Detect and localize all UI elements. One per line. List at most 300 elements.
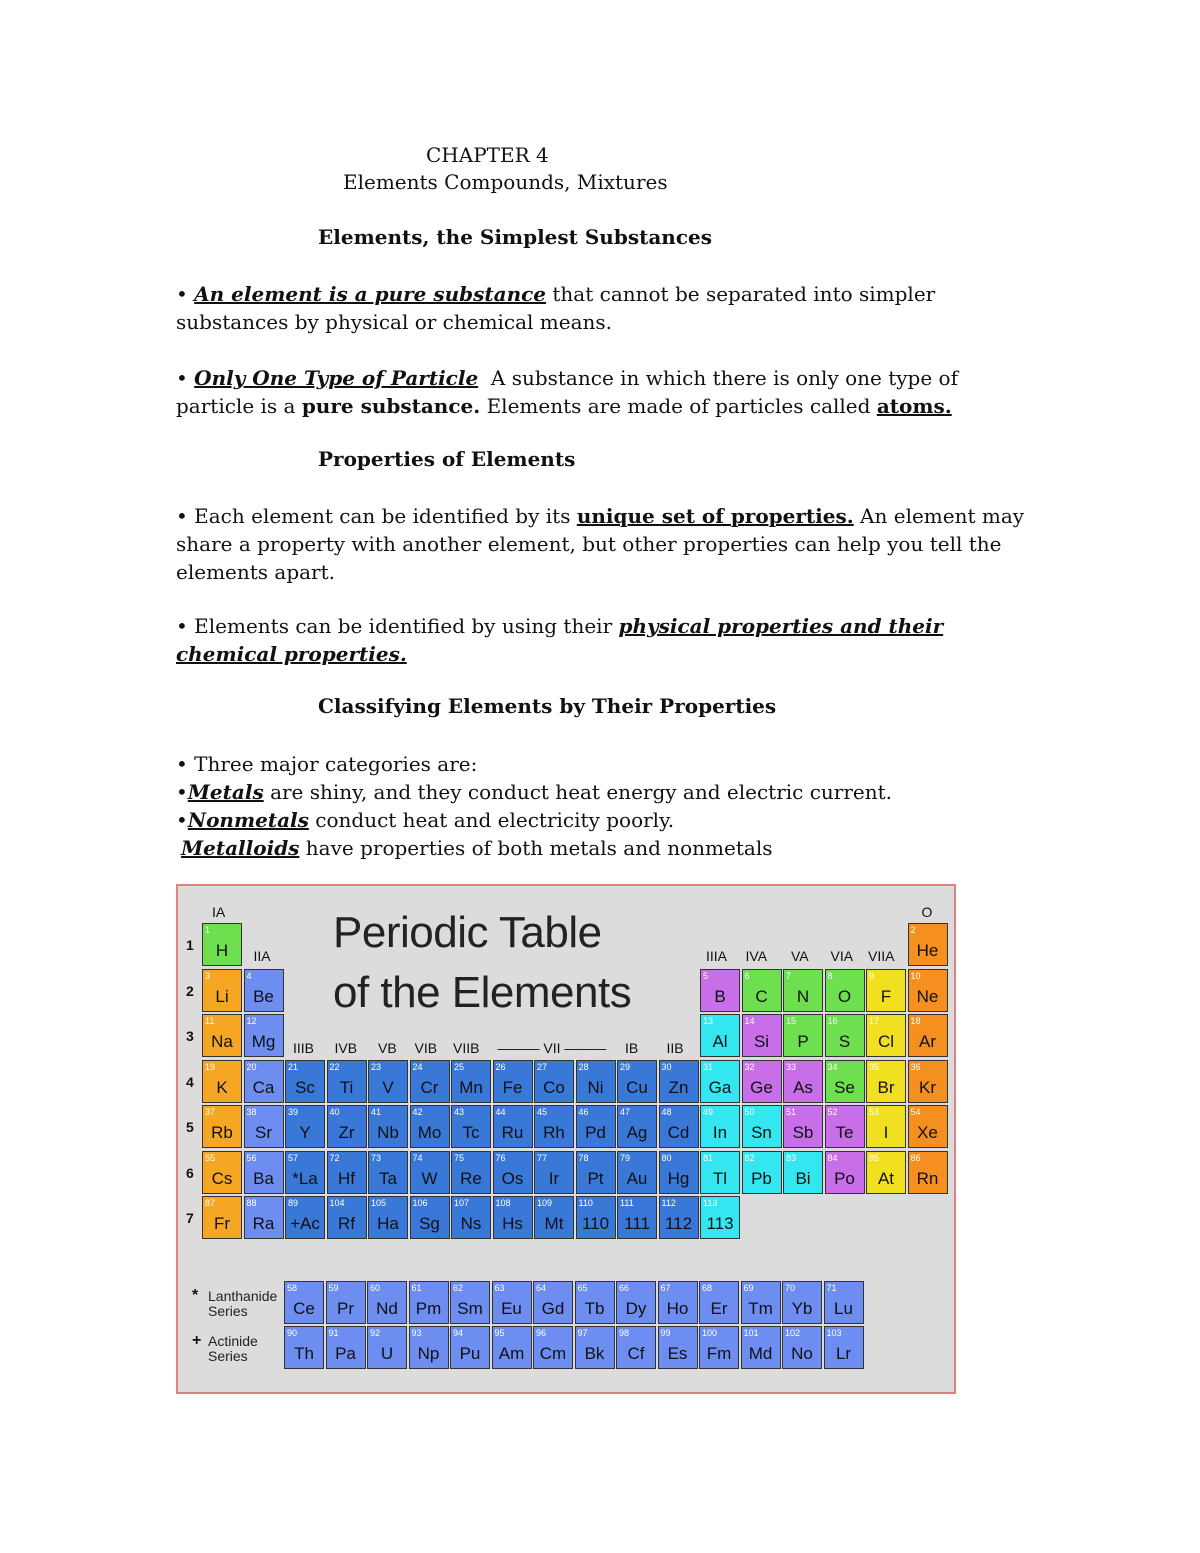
group-label: VIIB: [453, 1040, 480, 1056]
atomic-number: 91: [328, 1328, 339, 1338]
bullet: •: [176, 366, 188, 390]
element-symbol: As: [793, 1077, 813, 1097]
group-label: VA: [791, 948, 809, 964]
atomic-number: 87: [205, 1198, 216, 1208]
atomic-number: 7: [786, 970, 792, 981]
element-cell-ir: [534, 1151, 574, 1194]
element-cell-sc: [285, 1060, 325, 1103]
element-cell-h: [202, 923, 242, 966]
chapter-label: CHAPTER 4: [426, 143, 549, 167]
period-label: 6: [186, 1164, 194, 1181]
actinide-cell-lr: [824, 1326, 864, 1369]
atomic-number: 8: [827, 970, 833, 981]
group-label: O: [921, 904, 933, 920]
element-cell-ge: [742, 1060, 782, 1103]
group-label: IB: [625, 1040, 639, 1056]
atomic-number: 57: [288, 1152, 299, 1163]
atomic-number: 16: [827, 1016, 838, 1026]
element-symbol: Fr: [213, 1214, 231, 1233]
element-symbol: K: [216, 1077, 228, 1097]
atomic-number: 58: [287, 1283, 298, 1293]
paragraph-text: that cannot be separated into simpler substances by physical or chemical means.: [176, 282, 936, 334]
atomic-number: 54: [910, 1107, 921, 1117]
element-symbol: Th: [294, 1344, 314, 1363]
element-cell-au: [617, 1151, 657, 1194]
element-cell-ti: [327, 1060, 367, 1103]
lanthanide-cell-eu: [492, 1281, 532, 1324]
figure-title-line2: of the Elements: [333, 968, 632, 1017]
element-symbol: Mo: [417, 1123, 442, 1142]
atomic-number: 34: [827, 1061, 838, 1072]
atomic-number: 97: [577, 1328, 588, 1338]
emphasis-text: physical properties and their chemical properties.: [176, 614, 944, 666]
atomic-number: 22: [329, 1061, 340, 1072]
element-symbol: H: [215, 941, 229, 960]
atomic-number: 50: [744, 1107, 755, 1117]
element-cell-112: [659, 1196, 699, 1239]
element-symbol: Ar: [919, 1032, 936, 1051]
paragraph-text: Elements can be identified by using their: [187, 614, 619, 638]
atomic-number: 46: [578, 1107, 589, 1117]
element-cell-al: [700, 1014, 740, 1057]
element-cell-sg: [410, 1196, 450, 1239]
atomic-number: 15: [786, 1016, 797, 1026]
element-cell-mt: [534, 1196, 574, 1239]
group-label: IVB: [334, 1040, 358, 1056]
atomic-number: 111: [620, 1198, 634, 1208]
paragraph-element-definition: [176, 280, 1036, 336]
element-symbol: Kr: [919, 1077, 936, 1097]
atomic-number: 41: [371, 1107, 382, 1117]
atomic-number: 27: [537, 1061, 548, 1072]
atomic-number: 63: [494, 1283, 505, 1293]
chapter-subtitle: Elements Compounds, Mixtures: [343, 170, 668, 194]
element-cell-f: [866, 969, 906, 1012]
bullet: •: [176, 282, 188, 306]
element-cell-br: [866, 1060, 906, 1103]
element-cell-rn: [908, 1151, 948, 1194]
paragraph-text: An element may share a property with another element, but other properties can help you tell the elements apart.: [176, 504, 1025, 584]
atomic-number: 32: [744, 1061, 755, 1072]
element-cell-co: [534, 1060, 574, 1103]
element-cell-ta: [368, 1151, 408, 1194]
atomic-number: 48: [661, 1107, 672, 1117]
emphasis-text: Only One Type of Particle: [194, 366, 479, 390]
atomic-number: 17: [869, 1016, 880, 1026]
emphasis-text: Nonmetals: [187, 808, 309, 832]
actinide-cell-es: [658, 1326, 698, 1369]
atomic-number: 36: [910, 1061, 921, 1072]
element-symbol: F: [880, 986, 892, 1006]
atomic-number: 73: [371, 1152, 382, 1163]
atomic-number: 61: [411, 1283, 422, 1293]
element-symbol: Sm: [457, 1299, 483, 1318]
element-symbol: Ag: [626, 1123, 648, 1142]
element-symbol: Ge: [750, 1077, 773, 1097]
element-cell-ar: [908, 1014, 948, 1057]
element-cell-at: [866, 1151, 906, 1194]
element-symbol: Cm: [539, 1344, 567, 1363]
actinide-cell-pu: [450, 1326, 490, 1369]
element-cell-ni: [576, 1060, 616, 1103]
atomic-number: 37: [205, 1107, 216, 1117]
element-symbol: He: [916, 941, 939, 960]
element-symbol: Ns: [460, 1214, 482, 1233]
element-symbol: Ti: [339, 1077, 354, 1097]
paragraph-text: A substance in which there is only one type of particle is a: [176, 366, 965, 418]
atomic-number: 20: [246, 1061, 257, 1072]
atomic-number: 5: [703, 970, 709, 981]
atomic-number: 64: [536, 1283, 547, 1293]
group-label: VIIA: [868, 948, 895, 964]
atomic-number: 95: [494, 1328, 505, 1338]
element-symbol: Pm: [415, 1299, 442, 1318]
atomic-number: 59: [328, 1283, 339, 1293]
element-symbol: Yb: [791, 1299, 813, 1318]
element-symbol: Cs: [211, 1168, 233, 1188]
lanthanide-cell-tb: [575, 1281, 615, 1324]
atomic-number: 104: [329, 1198, 345, 1208]
atomic-number: 6: [744, 970, 750, 981]
element-symbol: Se: [834, 1077, 855, 1097]
atomic-number: 31: [703, 1061, 714, 1072]
element-cell-mn: [451, 1060, 491, 1103]
lanthanide-cell-sm: [450, 1281, 490, 1324]
atomic-number: 66: [619, 1283, 630, 1293]
element-symbol: Ho: [666, 1299, 689, 1318]
element-symbol: Y: [299, 1123, 311, 1142]
lanthanide-series-marker: *: [192, 1287, 199, 1304]
actinide-cell-am: [492, 1326, 532, 1369]
lanthanide-cell-ce: [284, 1281, 324, 1324]
paragraph-identify-elements: [176, 612, 1036, 668]
atomic-number: 2: [910, 925, 916, 935]
element-cell-k: [202, 1060, 242, 1103]
atomic-number: 81: [703, 1152, 714, 1163]
atomic-number: 13: [703, 1016, 714, 1026]
element-symbol: Ha: [377, 1214, 399, 1233]
element-cell-tc: [451, 1105, 491, 1148]
element-symbol: Te: [835, 1123, 854, 1142]
element-cell-i: [866, 1105, 906, 1148]
atomic-number: 71: [826, 1283, 837, 1293]
atomic-number: 38: [246, 1107, 257, 1117]
element-symbol: Al: [712, 1032, 728, 1051]
element-cell-li: [202, 969, 242, 1012]
group-label: IIIA: [706, 948, 728, 964]
element-symbol: Br: [877, 1077, 895, 1097]
element-cell-tl: [700, 1151, 740, 1194]
bold-underlined-text: atoms.: [876, 394, 952, 418]
element-symbol: Be: [253, 986, 274, 1006]
atomic-number: 10: [910, 970, 921, 981]
bullet: •: [176, 504, 188, 528]
atomic-number: 88: [246, 1198, 257, 1208]
atomic-number: 67: [660, 1283, 671, 1293]
element-symbol: Md: [748, 1344, 773, 1363]
element-symbol: P: [797, 1032, 809, 1051]
element-symbol: Hs: [502, 1214, 523, 1233]
element-symbol: Tb: [584, 1299, 605, 1318]
period-label: 4: [186, 1073, 194, 1090]
element-symbol: Sn: [751, 1123, 772, 1142]
actinide-cell-cf: [616, 1326, 656, 1369]
element-cell-xe: [908, 1105, 948, 1148]
element-cell-fr: [202, 1196, 242, 1239]
atomic-number: 56: [246, 1152, 257, 1163]
element-cell-pt: [576, 1151, 616, 1194]
element-cell-y: [285, 1105, 325, 1148]
element-cell-ru: [493, 1105, 533, 1148]
element-cell-rf: [327, 1196, 367, 1239]
group-label: IIA: [253, 948, 271, 964]
element-symbol: Tl: [712, 1168, 728, 1188]
element-cell-cr: [410, 1060, 450, 1103]
atomic-number: 52: [827, 1107, 838, 1117]
element-cell-rh: [534, 1105, 574, 1148]
element-symbol: Mt: [544, 1214, 564, 1233]
element-symbol: Bk: [584, 1344, 605, 1363]
element-cell-w: [410, 1151, 450, 1194]
element-symbol: B: [714, 986, 726, 1006]
element-symbol: Pt: [587, 1168, 604, 1188]
element-symbol: Pr: [337, 1299, 354, 1318]
element-symbol: Ir: [548, 1168, 560, 1188]
atomic-number: 105: [371, 1198, 387, 1208]
atomic-number: 53: [869, 1107, 880, 1117]
atomic-number: 55: [205, 1152, 216, 1163]
atomic-number: 109: [537, 1198, 553, 1208]
group-label: VB: [378, 1040, 397, 1056]
group-label: IA: [212, 904, 226, 920]
element-symbol: Na: [211, 1032, 233, 1051]
emphasis-text: An element is a pure substance: [194, 282, 547, 306]
atomic-number: 79: [620, 1152, 631, 1163]
element-symbol: Nb: [377, 1123, 399, 1142]
element-cell-ca: [244, 1060, 284, 1103]
element-cell-se: [825, 1060, 865, 1103]
element-symbol: Rf: [338, 1214, 355, 1233]
element-symbol: Dy: [625, 1299, 647, 1318]
period-label: 2: [186, 982, 194, 999]
element-cell-cu: [617, 1060, 657, 1103]
element-cell-v: [368, 1060, 408, 1103]
section-heading-properties: Properties of Elements: [318, 447, 576, 471]
element-symbol: Hg: [667, 1168, 690, 1188]
element-cell-ac: [285, 1196, 325, 1239]
atomic-number: 19: [205, 1061, 216, 1072]
element-symbol: 113: [706, 1214, 734, 1233]
atomic-number: 86: [910, 1152, 921, 1163]
lanthanide-cell-yb: [782, 1281, 822, 1324]
element-cell-b: [700, 969, 740, 1012]
group-label: VIA: [830, 948, 854, 964]
paragraph-one-particle: [176, 364, 1036, 420]
group-label: ——— VII ———: [497, 1040, 607, 1056]
atomic-number: 44: [495, 1107, 506, 1117]
group-label: IIB: [666, 1040, 684, 1056]
periodic-table-figure: [176, 884, 956, 1394]
atomic-number: 108: [495, 1198, 511, 1208]
element-symbol: Rh: [543, 1123, 565, 1142]
element-symbol: Ga: [708, 1077, 732, 1097]
element-symbol: In: [712, 1123, 728, 1142]
element-cell-nb: [368, 1105, 408, 1148]
list-item-nonmetals: [176, 806, 1036, 834]
atomic-number: 42: [412, 1107, 423, 1117]
element-cell-po: [825, 1151, 865, 1194]
atomic-number: 83: [786, 1152, 797, 1163]
atomic-number: 68: [702, 1283, 713, 1293]
atomic-number: 85: [869, 1152, 880, 1163]
element-symbol: No: [791, 1344, 813, 1363]
paragraph-text: Each element can be identified by its: [187, 504, 577, 528]
element-cell-ba: [244, 1151, 284, 1194]
atomic-number: 72: [329, 1152, 340, 1163]
atomic-number: 112: [661, 1198, 676, 1208]
element-cell-n: [783, 969, 823, 1012]
element-cell-pb: [742, 1151, 782, 1194]
element-cell-na: [202, 1014, 242, 1057]
group-label: IVA: [745, 948, 768, 964]
element-cell-sr: [244, 1105, 284, 1148]
element-cell-sb: [783, 1105, 823, 1148]
atomic-number: 29: [620, 1061, 631, 1072]
lanthanide-cell-pm: [409, 1281, 449, 1324]
element-symbol: Cu: [626, 1077, 648, 1097]
atomic-number: 92: [370, 1328, 381, 1338]
atomic-number: 1: [205, 925, 211, 935]
element-symbol: Au: [626, 1168, 648, 1188]
atomic-number: 21: [288, 1061, 299, 1072]
actinide-cell-no: [782, 1326, 822, 1369]
element-cell-s: [825, 1014, 865, 1057]
atomic-number: 51: [786, 1107, 797, 1117]
group-label: IIIB: [293, 1040, 315, 1056]
lanthanide-cell-er: [699, 1281, 739, 1324]
element-cell-as: [783, 1060, 823, 1103]
element-cell-re: [451, 1151, 491, 1194]
bullet: •: [176, 808, 188, 832]
element-symbol: Am: [498, 1344, 525, 1363]
element-symbol: Ca: [252, 1077, 275, 1097]
element-symbol: Ba: [253, 1168, 274, 1188]
group-label: VIB: [414, 1040, 438, 1056]
element-symbol: Rn: [916, 1168, 939, 1188]
paragraph-text: Elements are made of particles called: [480, 394, 877, 418]
atomic-number: 106: [412, 1198, 428, 1208]
element-symbol: 111: [624, 1214, 650, 1233]
element-cell-ha: [368, 1196, 408, 1239]
element-symbol: O: [837, 986, 852, 1006]
section-heading-classifying: Classifying Elements by Their Properties: [318, 694, 777, 718]
emphasis-text: Metalloids: [181, 836, 300, 860]
element-symbol: 112: [664, 1214, 693, 1233]
atomic-number: 3: [205, 970, 211, 981]
element-symbol: At: [877, 1168, 895, 1188]
period-label: 1: [186, 937, 194, 953]
element-symbol: Co: [543, 1077, 565, 1097]
element-cell-110: [576, 1196, 616, 1239]
bold-text: pure substance.: [301, 394, 481, 418]
element-symbol: Cf: [627, 1344, 645, 1363]
element-cell-cl: [866, 1014, 906, 1057]
bullet: •: [176, 780, 188, 804]
element-cell-hf: [327, 1151, 367, 1194]
element-symbol: Gd: [541, 1299, 565, 1318]
actinide-series-marker: +: [192, 1332, 202, 1349]
atomic-number: 30: [661, 1061, 672, 1072]
atomic-number: 35: [869, 1061, 880, 1072]
list-item-metals: [176, 778, 1036, 806]
atomic-number: 49: [703, 1107, 714, 1117]
actinide-cell-u: [367, 1326, 407, 1369]
emphasis-text: Metals: [187, 780, 264, 804]
figure-title-line1: Periodic Table: [333, 908, 602, 957]
element-symbol: Cl: [877, 1032, 895, 1051]
atomic-number: 47: [620, 1107, 631, 1117]
element-cell-p: [783, 1014, 823, 1057]
element-symbol: Ta: [379, 1168, 397, 1188]
element-cell-in: [700, 1105, 740, 1148]
atomic-number: 74: [412, 1152, 423, 1163]
element-symbol: Nd: [376, 1299, 398, 1318]
element-symbol: N: [796, 986, 810, 1006]
element-symbol: Bi: [795, 1168, 811, 1188]
atomic-number: 28: [578, 1061, 589, 1072]
atomic-number: 103: [826, 1328, 842, 1338]
element-cell-cd: [659, 1105, 699, 1148]
paragraph-unique-properties: [176, 502, 1036, 586]
lanthanide-cell-gd: [533, 1281, 573, 1324]
element-cell-te: [825, 1105, 865, 1148]
element-symbol: Es: [667, 1344, 688, 1363]
atomic-number: 77: [537, 1152, 548, 1163]
element-cell-ag: [617, 1105, 657, 1148]
paragraph-text: conduct heat and electricity poorly.: [308, 808, 675, 832]
element-symbol: Lr: [835, 1344, 852, 1363]
element-symbol: Pu: [459, 1344, 481, 1363]
actinide-cell-cm: [533, 1326, 573, 1369]
element-cell-113: [700, 1196, 740, 1239]
atomic-number: 60: [370, 1283, 381, 1293]
atomic-number: 110: [578, 1198, 593, 1208]
element-symbol: Pa: [335, 1344, 356, 1363]
element-symbol: Pb: [751, 1168, 772, 1188]
atomic-number: 39: [288, 1107, 299, 1117]
element-symbol: Rb: [211, 1123, 233, 1142]
atomic-number: 62: [453, 1283, 464, 1293]
element-symbol: Ne: [916, 986, 939, 1006]
element-cell-hg: [659, 1151, 699, 1194]
element-symbol: Fe: [502, 1077, 523, 1097]
element-cell-c: [742, 969, 782, 1012]
element-cell-o: [825, 969, 865, 1012]
atomic-number: 107: [454, 1198, 470, 1208]
atomic-number: 93: [411, 1328, 422, 1338]
element-cell-si: [742, 1014, 782, 1057]
atomic-number: 9: [869, 970, 875, 981]
element-cell-mg: [244, 1014, 284, 1057]
element-cell-ra: [244, 1196, 284, 1239]
lanthanide-cell-dy: [616, 1281, 656, 1324]
atomic-number: 76: [495, 1152, 506, 1163]
element-cell-sn: [742, 1105, 782, 1148]
atomic-number: 69: [743, 1283, 754, 1293]
element-cell-zn: [659, 1060, 699, 1103]
bullet: •: [176, 614, 188, 638]
element-symbol: Re: [460, 1168, 482, 1188]
